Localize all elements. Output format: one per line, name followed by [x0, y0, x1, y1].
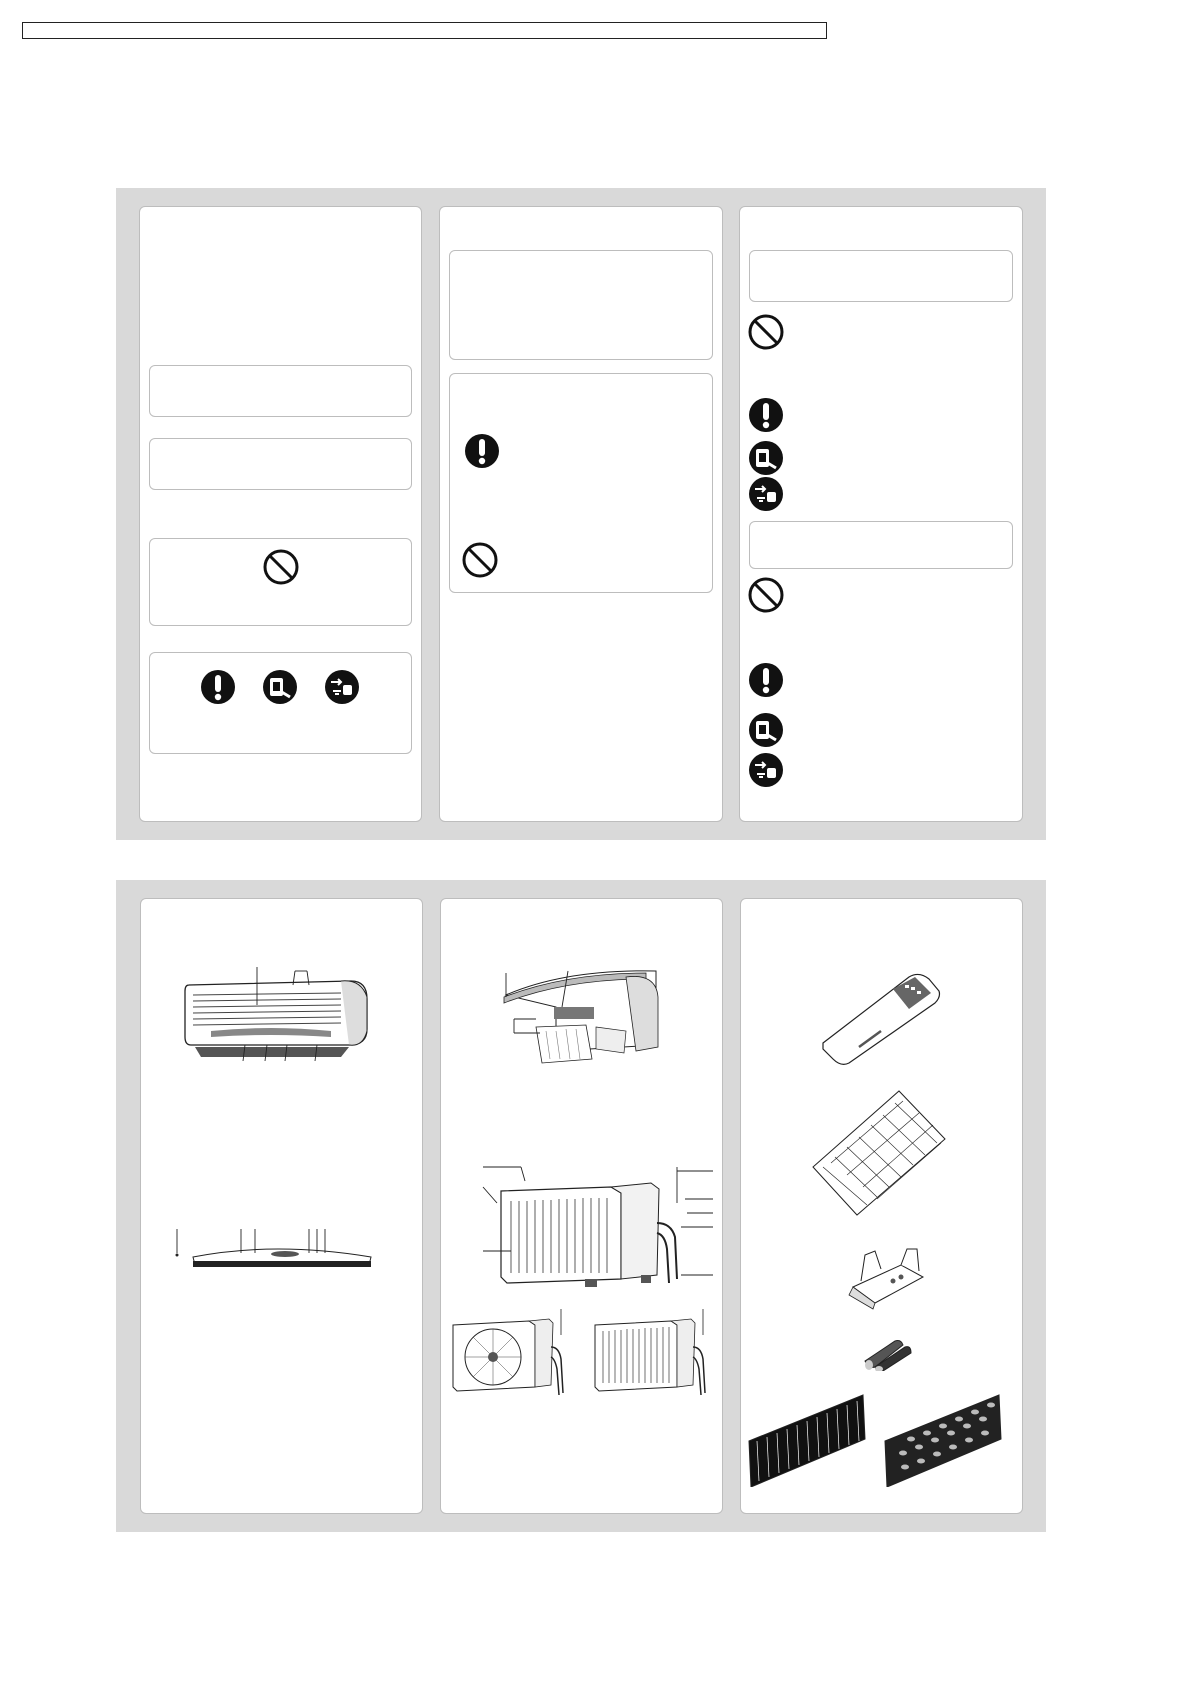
remote-control-figure: [819, 973, 943, 1065]
warning-box-3: [749, 250, 1013, 302]
safety-panel-right: [739, 206, 1023, 822]
indoor-unit-open-front-panel-figure: [496, 967, 671, 1071]
air-filter-figure: [811, 1089, 947, 1217]
parts-panel-right: [740, 898, 1023, 1514]
prohibited-icon: [263, 549, 299, 585]
caution-box-3: [749, 521, 1013, 569]
parts-panel-middle: [440, 898, 723, 1514]
outdoor-unit-figure: [481, 1163, 716, 1293]
earth-ground-icon: [324, 669, 360, 705]
batteries-figure: [861, 1337, 913, 1371]
safety-panel-left: [139, 206, 422, 822]
page-header-box: [22, 22, 827, 39]
outdoor-unit-variant-a-figure: [449, 1307, 572, 1399]
outdoor-unit-variant-b-figure: [591, 1307, 718, 1399]
earth-ground-icon: [748, 476, 784, 512]
warning-box-2: [149, 438, 412, 490]
remote-holder-figure: [845, 1247, 927, 1311]
deodorizing-filter-figure: [747, 1393, 869, 1487]
unplug-from-outlet-icon: [748, 712, 784, 748]
mandatory-exclamation-icon: [748, 397, 784, 433]
safety-section: [116, 188, 1046, 840]
warning-box-1: [149, 365, 412, 417]
catechin-filter-figure: [883, 1393, 1005, 1487]
prohibited-icon: [748, 314, 784, 350]
prohibited-icon: [748, 577, 784, 613]
mandatory-exclamation-icon: [200, 669, 236, 705]
safety-panel-middle: [439, 206, 723, 822]
mandatory-box: [149, 652, 412, 754]
indoor-unit-display-strip-figure: [175, 1227, 385, 1271]
prohibited-icon: [462, 542, 498, 578]
caution-box-2: [449, 373, 713, 593]
parts-section: [116, 880, 1046, 1532]
parts-panel-left: [140, 898, 423, 1514]
caution-box-1: [449, 250, 713, 360]
indoor-unit-front-figure: [181, 961, 381, 1061]
earth-ground-icon: [748, 752, 784, 788]
unplug-from-outlet-icon: [262, 669, 298, 705]
mandatory-exclamation-icon: [748, 662, 784, 698]
mandatory-exclamation-icon: [464, 433, 500, 469]
prohibit-box: [149, 538, 412, 626]
unplug-from-outlet-icon: [748, 440, 784, 476]
